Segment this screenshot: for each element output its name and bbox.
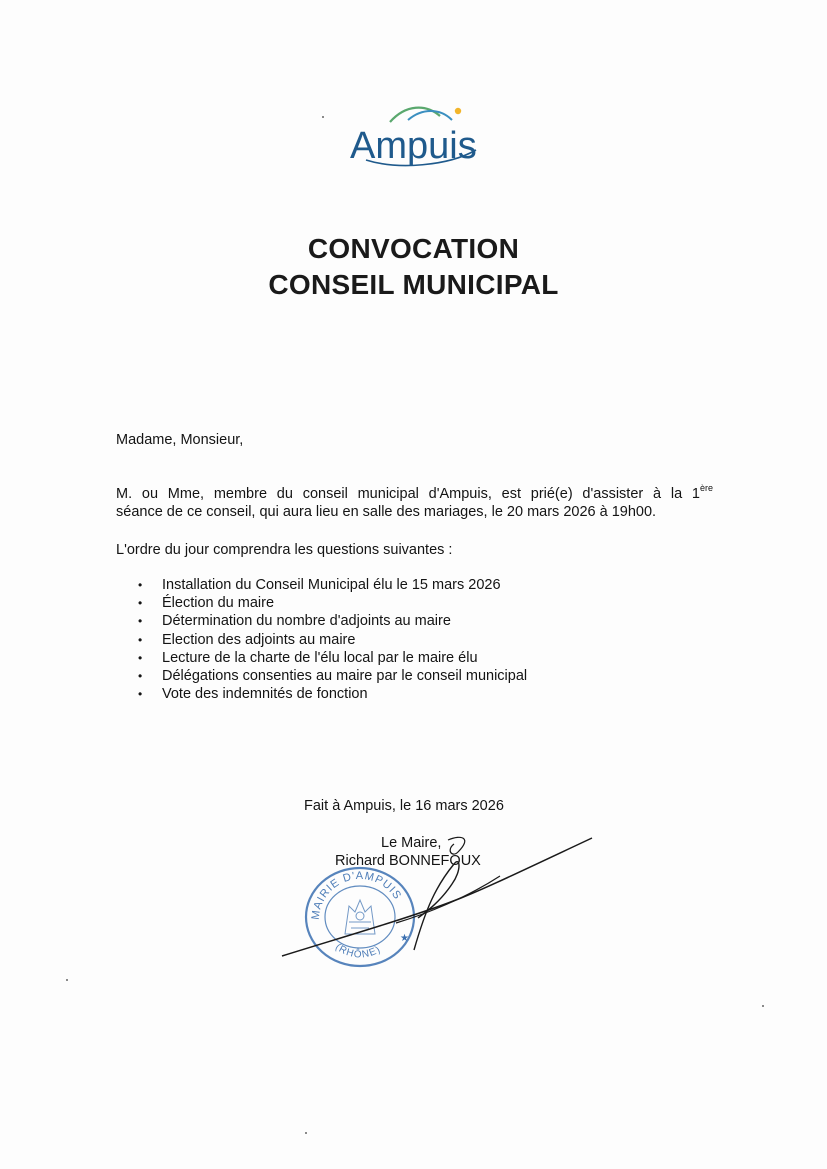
agenda-item-text: Lecture de la charte de l'élu local par le maire élu bbox=[162, 649, 478, 666]
agenda-item bbox=[134, 576, 527, 594]
ordinal-superscript: ère bbox=[699, 483, 713, 493]
title-line-1: CONVOCATION bbox=[307, 233, 520, 264]
stamp-bottom-text: (RHÔNE) bbox=[333, 941, 384, 961]
paragraph-1-line-2: séance de ce conseil, qui aura lieu en salle des mariages, le 20 mars 2026 à 19h00. bbox=[116, 504, 657, 520]
signatory-role: Le Maire, bbox=[381, 835, 442, 851]
scan-speck bbox=[762, 1005, 764, 1007]
stamp-top-text: MAIRIE D'AMPUIS bbox=[309, 870, 404, 921]
handwritten-signature bbox=[276, 828, 600, 962]
bullet-icon: • bbox=[138, 669, 143, 684]
agenda-item bbox=[134, 649, 527, 667]
agenda-intro: L'ordre du jour comprendra les questions suivantes : bbox=[116, 542, 453, 558]
ampuis-logo bbox=[348, 100, 483, 168]
logo-sun bbox=[455, 108, 461, 114]
agenda-item bbox=[134, 594, 527, 612]
agenda-item-text: Détermination du nombre d'adjoints au maire bbox=[162, 613, 451, 630]
salutation: Madame, Monsieur, bbox=[116, 432, 244, 448]
agenda-item-text: Élection du maire bbox=[162, 595, 275, 612]
place-date: Fait à Ampuis, le 16 mars 2026 bbox=[304, 798, 504, 814]
bullet-icon: • bbox=[138, 596, 143, 611]
agenda-item-text: Délégations consenties au maire par le conseil municipal bbox=[162, 668, 528, 685]
scan-speck bbox=[305, 1132, 307, 1134]
agenda-item-text: Installation du Conseil Municipal élu le 15 mars 2026 bbox=[162, 577, 501, 593]
stamp-star-icon: ★ bbox=[400, 933, 409, 944]
logo-text: Ampuis bbox=[350, 125, 477, 167]
bullet-icon: • bbox=[138, 687, 143, 702]
logo-hill-blue bbox=[408, 111, 452, 120]
signatory-name: Richard BONNEFOUX bbox=[335, 853, 481, 869]
title-line-2: CONSEIL MUNICIPAL bbox=[268, 269, 559, 300]
scan-speck bbox=[322, 116, 324, 118]
bullet-icon: • bbox=[138, 650, 143, 665]
agenda-list bbox=[134, 576, 527, 703]
bullet-icon: • bbox=[138, 632, 143, 647]
agenda-item bbox=[134, 685, 527, 703]
scan-speck bbox=[66, 979, 68, 981]
agenda-item bbox=[134, 612, 527, 630]
bullet-icon: • bbox=[138, 614, 143, 629]
agenda-item bbox=[134, 667, 527, 685]
agenda-item-text: Vote des indemnités de fonction bbox=[162, 686, 368, 703]
bullet-icon: • bbox=[138, 578, 143, 592]
paragraph-1-text: M. ou Mme, membre du conseil municipal d'Ampuis, est prié(e) d'assister à la 1 bbox=[116, 486, 700, 502]
agenda-item bbox=[134, 631, 527, 649]
agenda-item-text: Election des adjoints au maire bbox=[162, 631, 356, 648]
paragraph-1-line-1 bbox=[116, 485, 713, 503]
